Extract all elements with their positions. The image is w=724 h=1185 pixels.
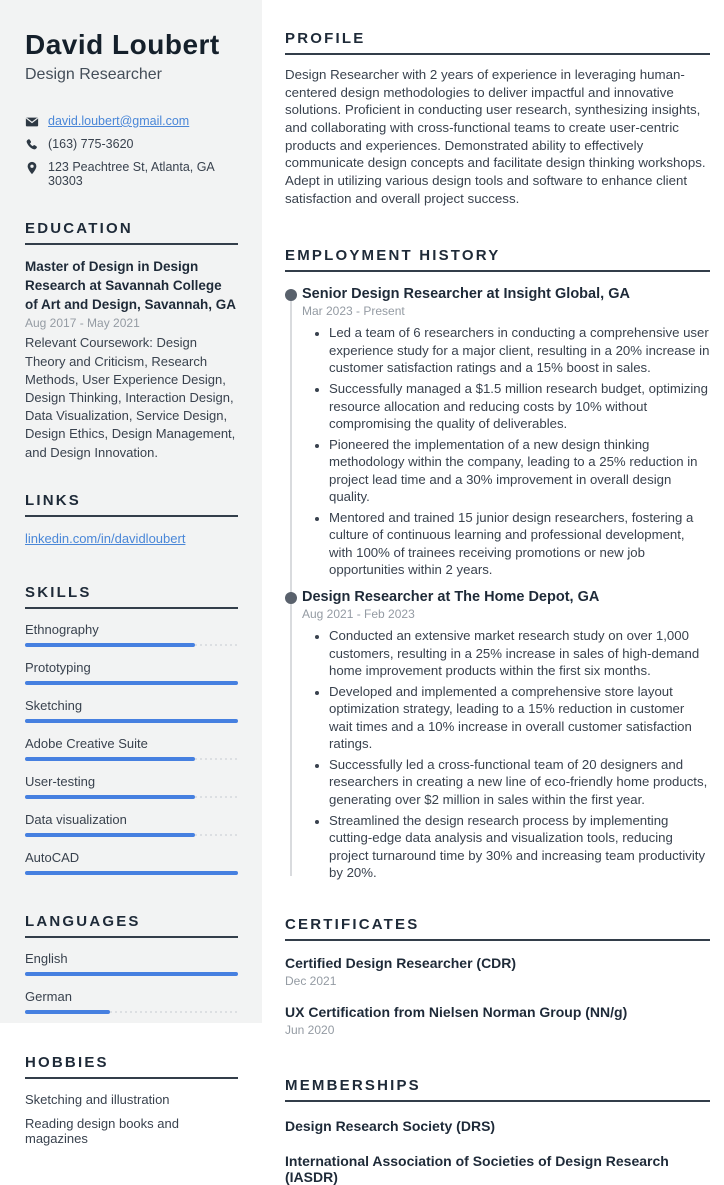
linkedin-link[interactable]: linkedin.com/in/davidloubert <box>25 530 186 546</box>
certificate-title: UX Certification from Nielsen Norman Group (NN/g) <box>285 1003 628 1020</box>
job-bullet: • Conducted an extensive market research study on over 1,000 customers, resulting in a 25% increase in sales of high-demand home improvement products within the first six months. <box>329 627 710 680</box>
education-dates: Aug 2017 - May 2021 <box>25 316 140 331</box>
skill-label: Prototyping <box>25 659 91 675</box>
candidate-name: David Loubert <box>25 29 220 60</box>
location-pin-icon <box>25 161 39 175</box>
skills-section <box>25 584 238 875</box>
job-bullet: • Developed and implemented a comprehensive store layout optimization strategy, leading to a 15% reduction in customer wait times and a 10% increase in overall customer satisfaction ratings. <box>329 683 710 753</box>
skills-heading: SKILLS <box>25 584 238 609</box>
skill-bar-track <box>25 719 238 723</box>
job-dates: Mar 2023 - Present <box>302 304 405 319</box>
hobbies-section <box>25 1054 238 1146</box>
degree-title: Master of Design in Design Research at Savannah College of Art and Design, Savannah, GA <box>25 258 237 312</box>
language-item <box>25 989 238 1014</box>
skill-bar-fill <box>25 719 238 723</box>
profile-section <box>285 30 710 207</box>
timeline-dot <box>285 289 297 301</box>
skill-item <box>25 622 238 647</box>
candidate-title: Design Researcher <box>25 65 162 83</box>
timeline-dot <box>285 592 297 604</box>
phone-number: (163) 775-3620 <box>48 136 134 151</box>
address-text: 123 Peachtree St, Atlanta, GA 30303 <box>48 159 215 188</box>
certificates-heading: CERTIFICATES <box>285 916 710 941</box>
employment-timeline <box>285 286 710 881</box>
skill-bar-fill <box>25 757 195 761</box>
job-bullet: • Successfully led a cross-functional team of 20 designers and researchers in creating a new line of eco-friendly home products, generating over $2 million in sales within the first year. <box>329 756 710 809</box>
languages-section <box>25 913 238 1014</box>
job-bullet: • Pioneered the implementation of a new design thinking methodology within the company, leading to a 25% reduction in project lead time and a 30% improvement in overall design quality. <box>329 436 710 506</box>
certificate-entry <box>285 955 710 988</box>
skill-bar-fill <box>25 833 195 837</box>
phone-icon <box>25 138 39 152</box>
skill-bar-track <box>25 681 238 685</box>
hobby-item: Sketching and illustration <box>25 1091 170 1107</box>
job-entry <box>302 589 710 882</box>
skill-bar-track <box>25 833 238 837</box>
membership-entry: International Association of Societies of Design Research (IASDR) <box>285 1152 669 1185</box>
memberships-section <box>285 1077 710 1185</box>
job-entry <box>302 286 710 579</box>
job-bullet: • Led a team of 6 researchers in conducting a comprehensive user experience study for a major client, resulting in a 20% increase in customer satisfaction ratings and a 15% boost in sales. <box>329 324 710 377</box>
skill-label: User-testing <box>25 773 96 789</box>
skill-bar-track <box>25 757 238 761</box>
contact-address-row <box>25 160 238 188</box>
skill-item <box>25 736 238 761</box>
language-bar-fill <box>25 972 238 976</box>
links-section <box>25 492 238 548</box>
employment-section <box>285 247 710 881</box>
skill-label: Adobe Creative Suite <box>25 735 148 751</box>
skill-label: Data visualization <box>25 811 127 827</box>
skill-bar-fill <box>25 681 238 685</box>
education-section <box>25 220 238 462</box>
timeline-line <box>290 296 292 875</box>
language-bar-fill <box>25 1010 110 1014</box>
language-bar-track <box>25 1010 238 1014</box>
job-bullet: • Mentored and trained 15 junior design researchers, fostering a culture of continuous learning and professional development, with 100% of trainees receiving promotions or new job opportunities within 2 years. <box>329 509 710 579</box>
language-label: German <box>25 988 72 1004</box>
main-column <box>285 0 710 1185</box>
job-bullet-list <box>302 627 710 882</box>
certificate-date: Dec 2021 <box>285 973 337 988</box>
certificate-date: Jun 2020 <box>285 1022 335 1037</box>
skill-bar-fill <box>25 643 195 647</box>
skill-bar-track <box>25 795 238 799</box>
envelope-icon <box>25 115 39 129</box>
profile-text: Design Researcher with 2 years of experience in leveraging human-centered design methodologies to deliver impactful and innovative solutions. Proficient in conducting user research, synthesizing insights, and collaborating with cross-functional teams to create user-centric products and experiences. Demonstrated ability to effectively communicate design concepts and facilitate design thinking workshops. Adept in utilizing various design tools and software to enhance client satisfaction and overall project success. <box>285 67 706 206</box>
skill-item <box>25 850 238 875</box>
contact-email-row <box>25 114 238 129</box>
certificates-section <box>285 916 710 1037</box>
certificate-title: Certified Design Researcher (CDR) <box>285 954 517 971</box>
job-title: Senior Design Researcher at Insight Global, GA <box>302 286 630 303</box>
profile-heading: PROFILE <box>285 30 710 55</box>
certificate-entry <box>285 1004 710 1037</box>
job-title: Design Researcher at The Home Depot, GA <box>302 589 600 606</box>
skill-bar-track <box>25 643 238 647</box>
languages-heading: LANGUAGES <box>25 913 238 938</box>
skill-label: Sketching <box>25 697 83 713</box>
education-coursework: Relevant Coursework: Design Theory and Criticism, Research Methods, User Experience Design, Design Thinking, Interaction Design, Data Visualization, Service Design, Design Ethics, Design Management, and Design Innovation. <box>25 335 236 460</box>
contact-phone-row <box>25 137 238 152</box>
employment-heading: EMPLOYMENT HISTORY <box>285 247 710 272</box>
sidebar <box>0 0 262 1146</box>
skill-item <box>25 698 238 723</box>
skill-bar-track <box>25 871 238 875</box>
skill-item <box>25 812 238 837</box>
skill-item <box>25 774 238 799</box>
language-label: English <box>25 950 68 966</box>
hobby-item: Reading design books and magazines <box>25 1115 179 1146</box>
skill-label: AutoCAD <box>25 849 80 865</box>
skill-item <box>25 660 238 685</box>
job-bullet-list <box>302 324 710 579</box>
education-heading: EDUCATION <box>25 220 238 245</box>
job-bullet: • Streamlined the design research process by implementing cutting-edge data analysis and visualization tools, reducing project turnaround time by 30% and increasing team productivity by 20%. <box>329 812 710 882</box>
skill-bar-fill <box>25 795 195 799</box>
skill-bar-fill <box>25 871 238 875</box>
language-bar-track <box>25 972 238 976</box>
memberships-heading: MEMBERSHIPS <box>285 1077 710 1102</box>
email-link[interactable]: david.loubert@gmail.com <box>48 113 190 128</box>
hobbies-heading: HOBBIES <box>25 1054 238 1079</box>
job-dates: Aug 2021 - Feb 2023 <box>302 607 415 622</box>
skill-label: Ethnography <box>25 621 99 637</box>
links-heading: LINKS <box>25 492 238 517</box>
membership-entry: Design Research Society (DRS) <box>285 1117 496 1134</box>
job-bullet: • Successfully managed a $1.5 million research budget, optimizing resource allocation and reducing costs by 10% without compromising the quality of deliverables. <box>329 380 710 433</box>
language-item <box>25 951 238 976</box>
